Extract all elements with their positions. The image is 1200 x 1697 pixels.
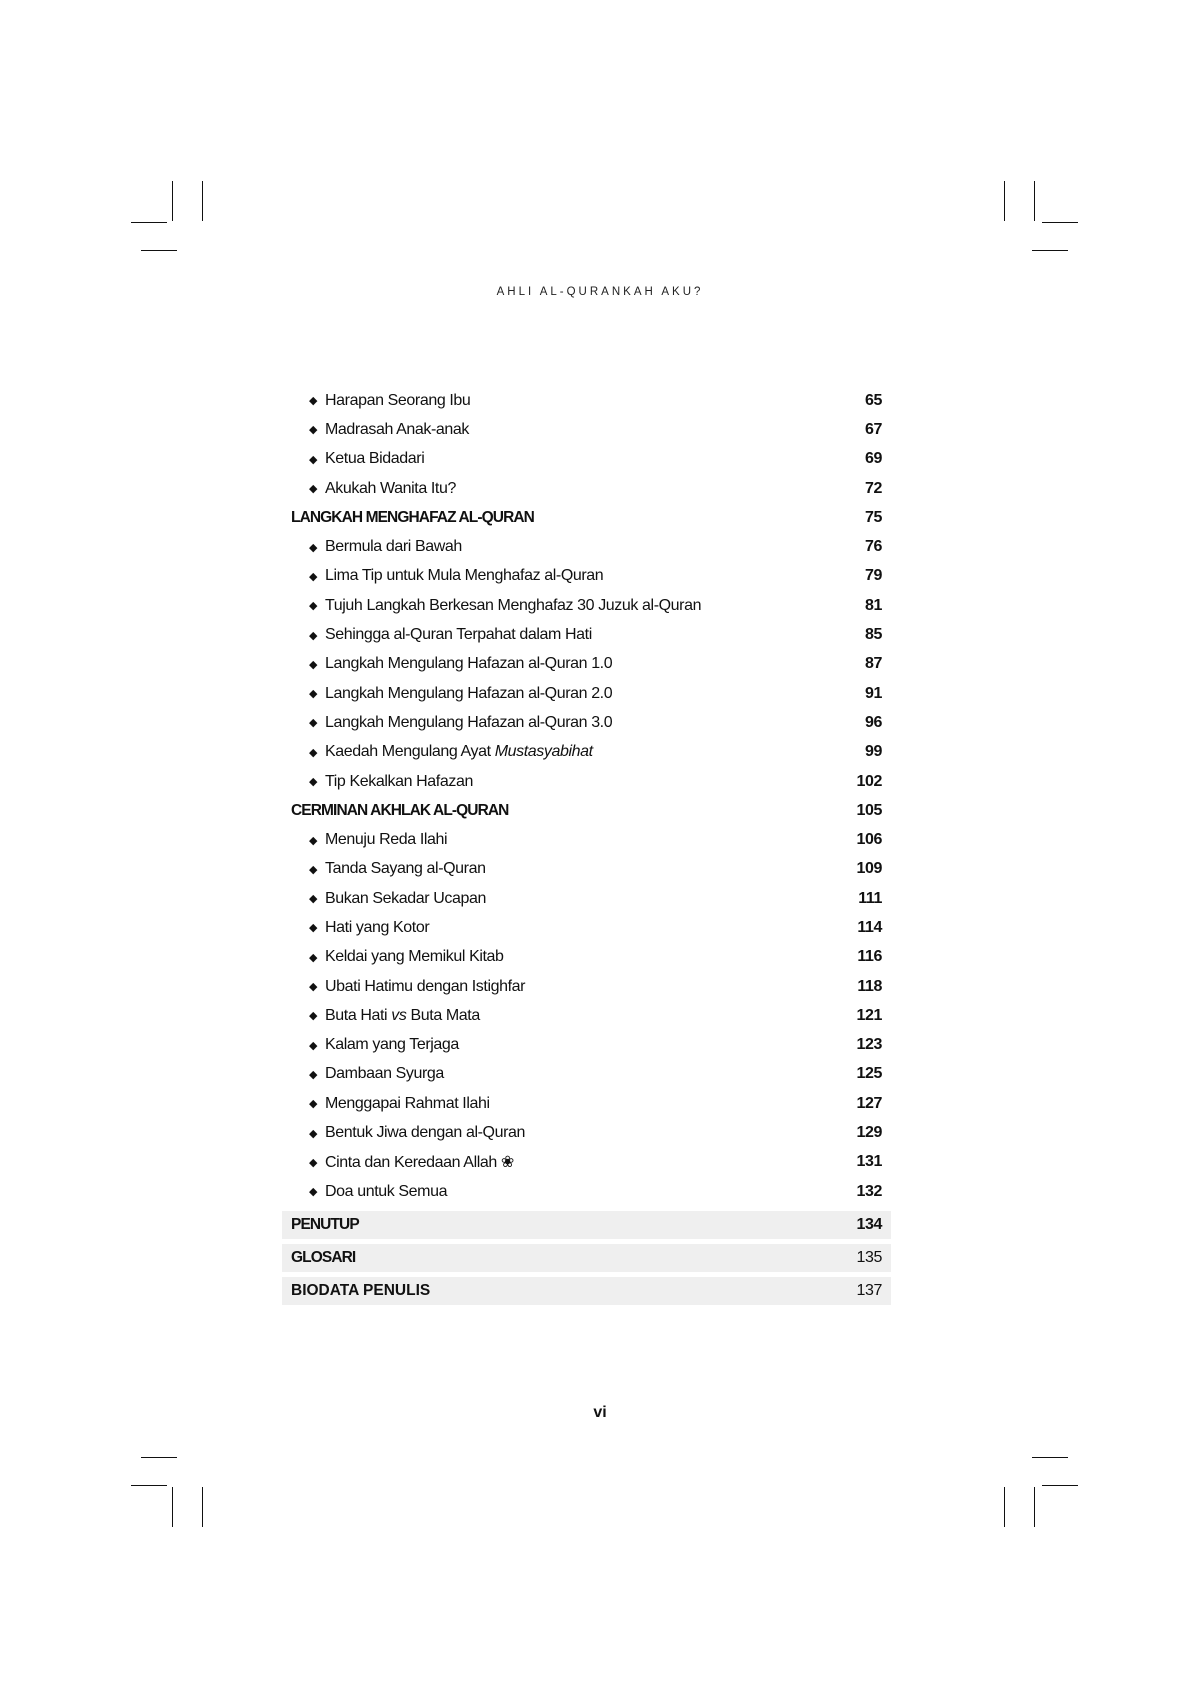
diamond-bullet-icon: ◆: [309, 893, 318, 906]
toc-entry[interactable]: [291, 591, 891, 620]
diamond-bullet-icon: ◆: [309, 541, 318, 554]
toc-entry[interactable]: [291, 1060, 891, 1089]
toc-entry-label-wrap: [291, 860, 486, 878]
toc-entry[interactable]: [291, 1177, 891, 1206]
toc-entry-label: Akukah Wanita Itu?: [325, 479, 456, 497]
diamond-bullet-icon: ◆: [309, 1156, 318, 1169]
diamond-bullet-icon: ◆: [309, 951, 318, 964]
toc-entry-label-wrap: [291, 831, 447, 849]
crop-mark: [141, 1457, 177, 1458]
crop-mark: [1042, 1485, 1078, 1486]
toc-entry[interactable]: [291, 415, 891, 444]
toc-entry[interactable]: [291, 1031, 891, 1060]
diamond-bullet-icon: ◆: [309, 658, 318, 671]
toc-entry[interactable]: [291, 738, 891, 767]
table-of-contents: [291, 386, 891, 1305]
crop-mark: [202, 1487, 203, 1527]
toc-entry-label-wrap: [291, 626, 592, 644]
toc-page-number: 137: [856, 1282, 882, 1300]
running-header: AHLI AL-QURANKAH AKU?: [496, 286, 704, 298]
diamond-bullet-icon: ◆: [309, 1186, 318, 1199]
toc-page-number: 102: [856, 772, 882, 790]
diamond-bullet-icon: ◆: [309, 1068, 318, 1081]
toc-entry-label: Buta Hati vs Buta Mata: [325, 1006, 480, 1024]
diamond-bullet-icon: ◆: [309, 922, 318, 935]
toc-entry[interactable]: [291, 620, 891, 649]
toc-entry-label-wrap: [291, 714, 612, 732]
diamond-bullet-icon: ◆: [309, 776, 318, 788]
toc-section[interactable]: [291, 503, 891, 532]
toc-entry-label-wrap: [291, 1065, 444, 1083]
toc-entry-label: CERMINAN AKHLAK AL-QURAN: [291, 801, 509, 819]
crop-mark: [1004, 181, 1005, 221]
toc-page-number: 65: [865, 391, 882, 409]
toc-entry[interactable]: [291, 562, 891, 591]
toc-page-number: 85: [865, 626, 882, 644]
toc-entry-label-wrap: [291, 655, 612, 673]
diamond-bullet-icon: ◆: [309, 717, 318, 730]
crop-mark: [1004, 1487, 1005, 1527]
diamond-bullet-icon: ◆: [309, 1127, 318, 1140]
toc-page-number: 134: [856, 1216, 882, 1234]
toc-page-number: 106: [856, 831, 882, 849]
toc-page-number: 109: [856, 860, 882, 878]
toc-entry-label: Bentuk Jiwa dengan al-Quran: [325, 1124, 525, 1142]
toc-entry-label-wrap: [291, 978, 525, 996]
toc-entry-label-wrap: [291, 509, 534, 527]
toc-entry-label: Sehingga al-Quran Terpahat dalam Hati: [325, 626, 592, 644]
toc-entry-label: Madrasah Anak-anak: [325, 420, 470, 438]
toc-entry-label: Lima Tip untuk Mula Menghafaz al-Quran: [325, 567, 604, 585]
toc-entry-label-wrap: [291, 1124, 525, 1142]
toc-entry-label: Kalam yang Terjaga: [325, 1036, 459, 1054]
toc-entry-label: Tip Kekalkan Hafazan: [325, 772, 473, 790]
toc-entry[interactable]: [291, 1118, 891, 1147]
toc-page-number: 127: [856, 1094, 882, 1112]
toc-entry-label: Harapan Seorang Ibu: [325, 391, 471, 409]
crop-mark: [1042, 222, 1078, 223]
diamond-bullet-icon: ◆: [309, 863, 318, 876]
toc-entry-label-wrap: [291, 392, 470, 410]
crop-mark: [172, 181, 173, 221]
toc-entry-label-wrap: [291, 743, 593, 761]
toc-entry-label: Cinta dan Keredaan Allah ❀: [325, 1154, 514, 1172]
crop-mark: [1034, 1487, 1035, 1527]
toc-entry[interactable]: [291, 679, 891, 708]
toc-entry[interactable]: [291, 943, 891, 972]
toc-entry[interactable]: [291, 825, 891, 854]
toc-entry-label-wrap: [291, 1152, 514, 1172]
toc-page-number: 116: [857, 948, 882, 966]
toc-entry-label: Doa untuk Semua: [325, 1182, 448, 1200]
toc-page-number: 123: [856, 1036, 882, 1054]
toc-section[interactable]: [291, 796, 891, 825]
crop-mark: [1034, 181, 1035, 221]
toc-page-number: 91: [865, 684, 882, 702]
toc-section[interactable]: [282, 1244, 891, 1272]
toc-entry-label-wrap: [291, 802, 508, 820]
toc-page-number: 72: [865, 479, 882, 497]
toc-entry-label: PENUTUP: [291, 1216, 359, 1234]
toc-entry-label: Keldai yang Memikul Kitab: [325, 948, 504, 966]
toc-page-number: 87: [865, 655, 882, 673]
toc-entry[interactable]: [291, 1148, 891, 1177]
toc-entry-label-wrap: [291, 538, 462, 556]
toc-entry[interactable]: [291, 1089, 891, 1118]
toc-entry[interactable]: [291, 532, 891, 561]
toc-page-number: 118: [857, 977, 882, 995]
toc-page-number: 132: [856, 1182, 882, 1200]
toc-page-number: 75: [865, 508, 882, 526]
diamond-bullet-icon: ◆: [309, 424, 318, 437]
toc-entry-label: Langkah Mengulang Hafazan al-Quran 1.0: [325, 655, 613, 673]
toc-page-number: 135: [856, 1249, 882, 1267]
toc-entry-label-wrap: [291, 685, 612, 703]
toc-entry-label-wrap: [291, 948, 504, 966]
diamond-bullet-icon: ◆: [309, 1039, 318, 1052]
crop-mark: [1032, 250, 1068, 251]
toc-page-number: 99: [865, 743, 882, 761]
toc-entry-label: Tanda Sayang al-Quran: [325, 860, 486, 878]
diamond-bullet-icon: ◆: [309, 746, 318, 759]
toc-entry-label-wrap: [291, 421, 469, 439]
toc-entry-label: Tujuh Langkah Berkesan Menghafaz 30 Juzuk al-Quran: [325, 596, 702, 614]
diamond-bullet-icon: ◆: [309, 1010, 318, 1023]
toc-entry[interactable]: [291, 767, 891, 796]
toc-entry-label: Menggapai Rahmat Ilahi: [325, 1094, 490, 1112]
toc-page-number: 111: [858, 889, 882, 907]
diamond-bullet-icon: ◆: [309, 570, 318, 583]
crop-mark: [1032, 1457, 1068, 1458]
toc-entry[interactable]: [291, 708, 891, 737]
toc-entry-label: Bukan Sekadar Ucapan: [325, 889, 487, 907]
diamond-bullet-icon: ◆: [309, 688, 318, 701]
toc-page-number: 81: [865, 596, 882, 614]
crop-mark: [172, 1487, 173, 1527]
toc-entry-label: Ubati Hatimu dengan Istighfar: [325, 977, 526, 995]
toc-entry-label: LANGKAH MENGHAFAZ AL-QURAN: [291, 508, 534, 526]
toc-entry-label: Menuju Reda Ilahi: [325, 831, 448, 849]
toc-entry-label: BIODATA PENULIS: [291, 1282, 431, 1300]
diamond-bullet-icon: ◆: [309, 1098, 318, 1111]
toc-entry-label-wrap: [291, 1216, 359, 1234]
crop-mark: [131, 1485, 167, 1486]
toc-page-number: 79: [865, 567, 882, 585]
toc-entry-label-wrap: [291, 1249, 355, 1267]
toc-entry-label-wrap: [291, 1036, 459, 1054]
toc-entry-label-wrap: [291, 919, 429, 937]
toc-entry-label: Langkah Mengulang Hafazan al-Quran 2.0: [325, 684, 613, 702]
diamond-bullet-icon: ◆: [309, 600, 318, 613]
toc-entry-label: Kaedah Mengulang Ayat Mustasyabihat: [325, 743, 593, 761]
toc-entry-label: Langkah Mengulang Hafazan al-Quran 3.0: [325, 713, 613, 731]
toc-entry-label-wrap: [291, 1282, 430, 1300]
toc-entry[interactable]: [291, 386, 891, 415]
toc-entry-label-wrap: [291, 1007, 480, 1025]
diamond-bullet-icon: ◆: [309, 453, 318, 466]
toc-page-number: 69: [865, 450, 882, 468]
toc-entry[interactable]: [291, 855, 891, 884]
toc-page-number: 96: [865, 713, 882, 731]
toc-entry-label-wrap: [291, 450, 424, 468]
toc-entry-label-wrap: [291, 567, 603, 585]
toc-entry[interactable]: [291, 1001, 891, 1030]
toc-entry[interactable]: [291, 972, 891, 1001]
toc-entry-label-wrap: [291, 1095, 490, 1113]
diamond-bullet-icon: ◆: [309, 834, 318, 847]
crop-mark: [141, 250, 177, 251]
diamond-bullet-icon: ◆: [309, 395, 318, 408]
toc-page-number: 67: [865, 420, 882, 438]
toc-page-number: 121: [856, 1006, 882, 1024]
crop-mark: [131, 222, 167, 223]
toc-page-number: 131: [856, 1153, 882, 1171]
toc-entry[interactable]: [291, 913, 891, 942]
toc-section[interactable]: [282, 1277, 891, 1305]
toc-page-number: 129: [856, 1124, 882, 1142]
toc-entry-label-wrap: [291, 480, 456, 498]
crop-mark: [202, 181, 203, 221]
toc-entry-label-wrap: [291, 773, 473, 791]
toc-entry-label-wrap: [291, 1183, 447, 1201]
toc-entry[interactable]: [291, 650, 891, 679]
toc-page-number: 125: [856, 1065, 882, 1083]
toc-entry-label: Dambaan Syurga: [325, 1065, 444, 1083]
diamond-bullet-icon: ◆: [309, 981, 318, 994]
toc-page-number: 105: [856, 801, 882, 819]
toc-entry[interactable]: [291, 884, 891, 913]
toc-entry-label-wrap: [291, 890, 486, 908]
toc-page-number: 114: [857, 918, 882, 936]
toc-entry-label: GLOSARI: [291, 1249, 356, 1267]
toc-entry-label-wrap: [291, 597, 701, 615]
toc-entry-label: Hati yang Kotor: [325, 918, 430, 936]
toc-entry[interactable]: [291, 474, 891, 503]
diamond-bullet-icon: ◆: [309, 629, 318, 642]
toc-entry-label: Ketua Bidadari: [325, 450, 425, 468]
diamond-bullet-icon: ◆: [309, 483, 318, 496]
page-number: vi: [593, 1404, 607, 1421]
toc-section[interactable]: [282, 1211, 891, 1239]
toc-entry[interactable]: [291, 445, 891, 474]
toc-entry-label: Bermula dari Bawah: [325, 538, 462, 556]
toc-page-number: 76: [865, 538, 882, 556]
